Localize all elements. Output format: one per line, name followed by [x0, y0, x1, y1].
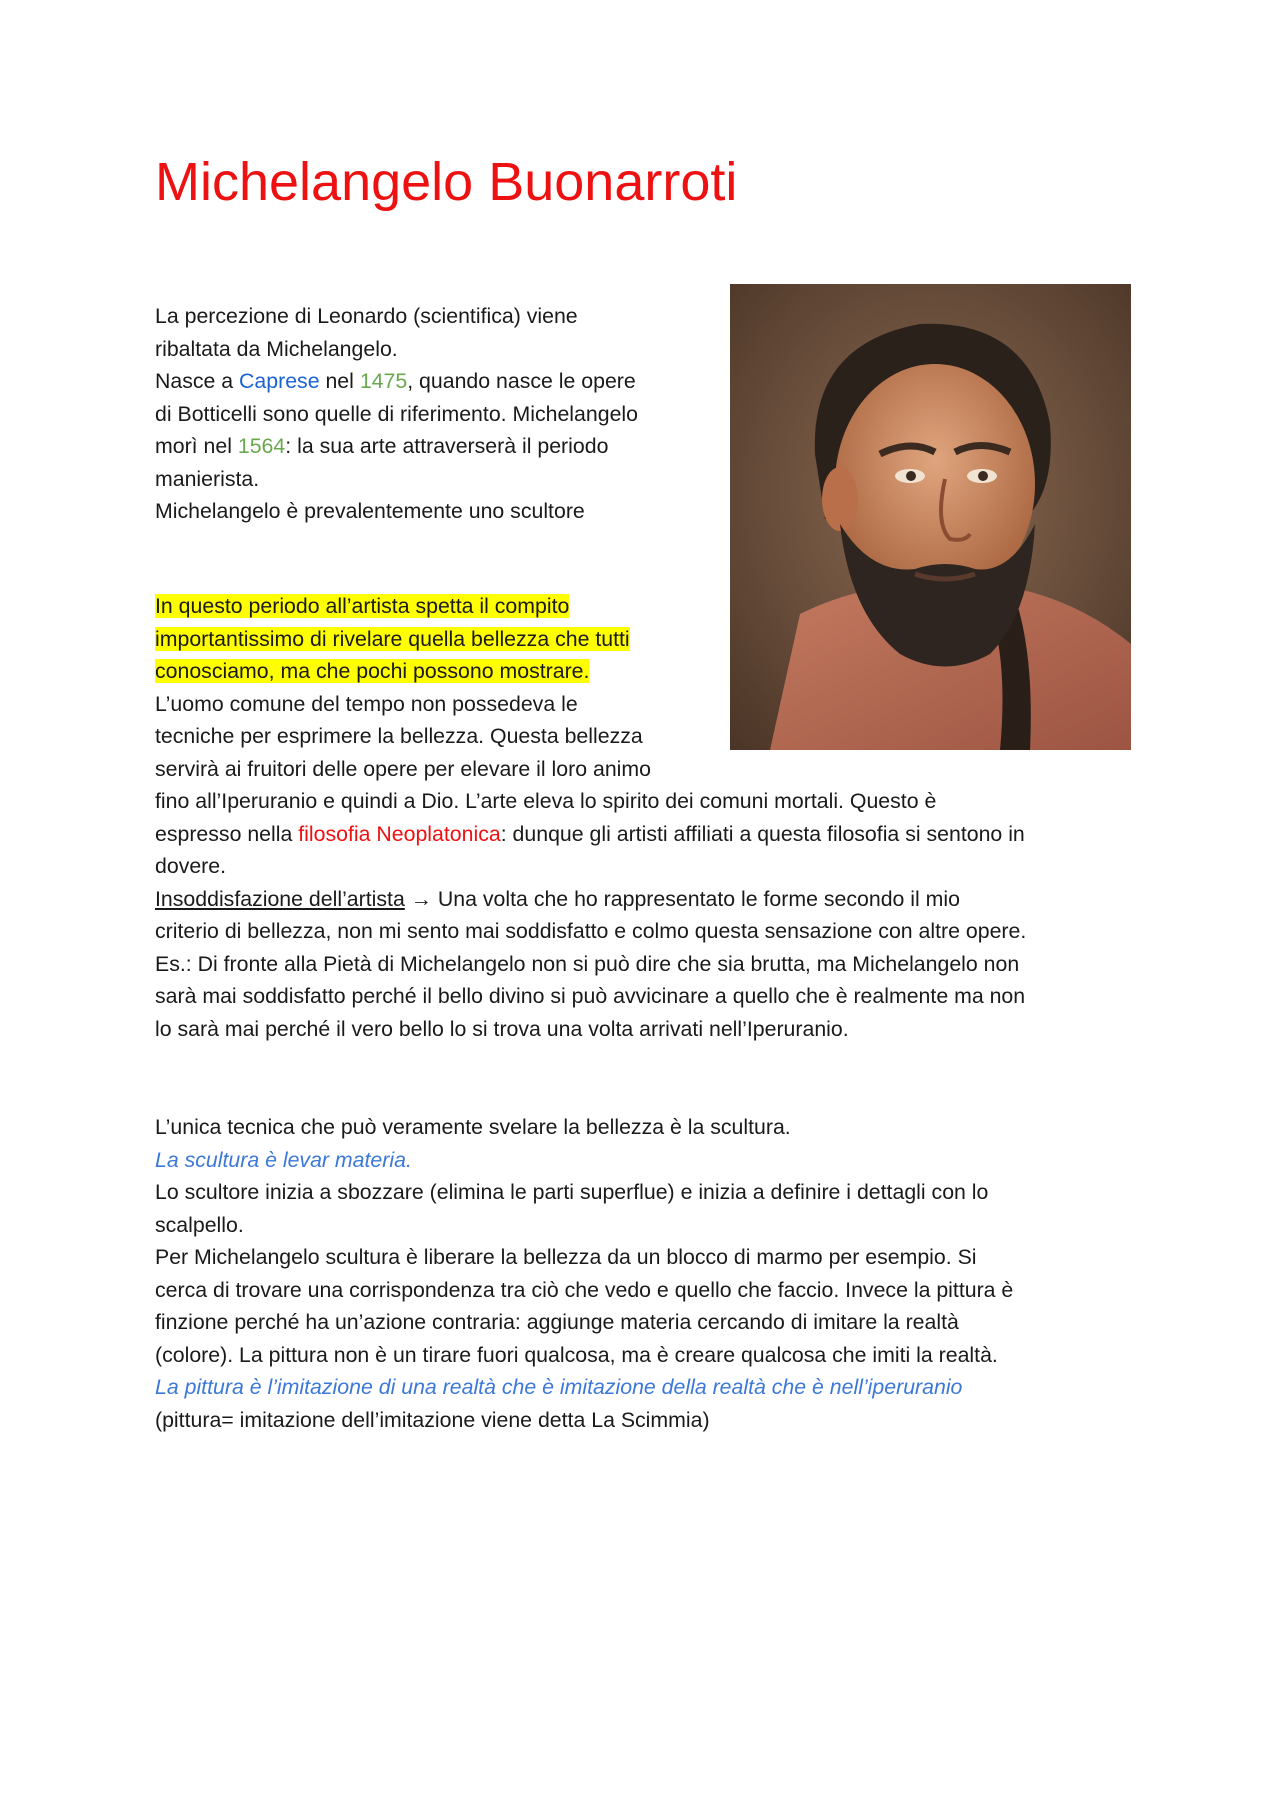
text-line: Es.: Di fronte alla Pietà di Michelangelo non si può dire che sia brutta, ma Michelangelo non	[155, 951, 1020, 976]
text-line: di Botticelli sono quelle di riferimento. Michelangelo	[155, 401, 638, 426]
highlighted-text: In questo periodo all’artista spetta il compito	[155, 594, 570, 618]
highlighted-text: conosciamo, ma che pochi possono mostrare.	[155, 659, 590, 683]
page-title: Michelangelo Buonarroti	[155, 152, 738, 212]
text-line: Michelangelo è prevalentemente uno scultore	[155, 499, 585, 523]
underlined-label: Insoddisfazione dell’artista	[155, 886, 405, 911]
text-line: manierista.	[155, 466, 260, 491]
text-line: Insoddisfazione dell’artista → Una volta che ho rappresentato le forme secondo il mio	[155, 886, 960, 911]
text-line: espresso nella filosofia Neoplatonica: dunque gli artisti affiliati a questa filosofia si sentono in	[155, 821, 1025, 846]
quote-text: La scultura è levar materia.	[155, 1147, 412, 1172]
text-line: L’uomo comune del tempo non possedeva le	[155, 691, 578, 716]
text-line: tecniche per esprimere la bellezza. Questa bellezza	[155, 724, 643, 748]
text-line: cerca di trovare una corrispondenza tra ciò che vedo e quello che faccio. Invece la pittura è	[155, 1277, 1014, 1302]
text-line: finzione perché ha un’azione contraria: aggiunge materia cercando di imitare la realtà	[155, 1310, 959, 1334]
text-line: lo sarà mai perché il vero bello lo si trova una volta arrivati nell’Iperuranio.	[155, 1016, 849, 1041]
death-year-text: 1564	[237, 434, 286, 458]
text-line: (colore). La pittura non è un tirare fuori qualcosa, ma è creare qualcosa che imiti la realtà.	[155, 1342, 998, 1367]
text-line	[155, 655, 1135, 688]
text-line: L’unica tecnica che può veramente svelare la bellezza è la scultura.	[155, 1115, 791, 1139]
text-line: servirà ai fruitori delle opere per elevare il loro animo	[155, 756, 651, 781]
highlight-paragraph	[155, 590, 1135, 1045]
text-line: Nasce a Caprese nel 1475, quando nasce le opere	[155, 369, 636, 393]
text-line	[155, 590, 1135, 623]
quote-text: La pittura è l’imitazione di una realtà che è imitazione della realtà che è nell’iperuranio	[155, 1375, 963, 1399]
sculpture-paragraph	[155, 1111, 1135, 1436]
text-line: morì nel 1564: la sua arte attraverserà il periodo	[155, 434, 609, 458]
text-line	[155, 623, 1135, 656]
text-line: sarà mai soddisfatto perché il bello divino si può avvicinare a quello che è realmente ma non	[155, 984, 1026, 1008]
text-line: criterio di bellezza, non mi sento mai soddisfatto e colmo questa sensazione con altre opere.	[155, 919, 1027, 943]
intro-paragraph	[155, 300, 715, 528]
text-line: La percezione di Leonardo (scientifica) viene	[155, 304, 578, 328]
birthplace-text: Caprese	[239, 369, 320, 393]
highlighted-text: importantissimo di rivelare quella bellezza che tutti	[155, 626, 630, 651]
text-line: dovere.	[155, 854, 227, 878]
text-line: scalpello.	[155, 1212, 244, 1237]
birth-year-text: 1475	[359, 369, 408, 393]
text-line: ribaltata da Michelangelo.	[155, 336, 398, 361]
text-line: (pittura= imitazione dell’imitazione viene detta La Scimmia)	[155, 1407, 710, 1432]
text-line: Lo scultore inizia a sbozzare (elimina le parti superflue) e inizia a definire i dettagli con lo	[155, 1180, 989, 1204]
text-line: Per Michelangelo scultura è liberare la bellezza da un blocco di marmo per esempio. Si	[155, 1245, 977, 1269]
neoplatonic-term: filosofia Neoplatonica	[298, 821, 501, 846]
text-line: fino all’Iperuranio e quindi a Dio. L’arte eleva lo spirito dei comuni mortali. Questo è	[155, 789, 937, 813]
